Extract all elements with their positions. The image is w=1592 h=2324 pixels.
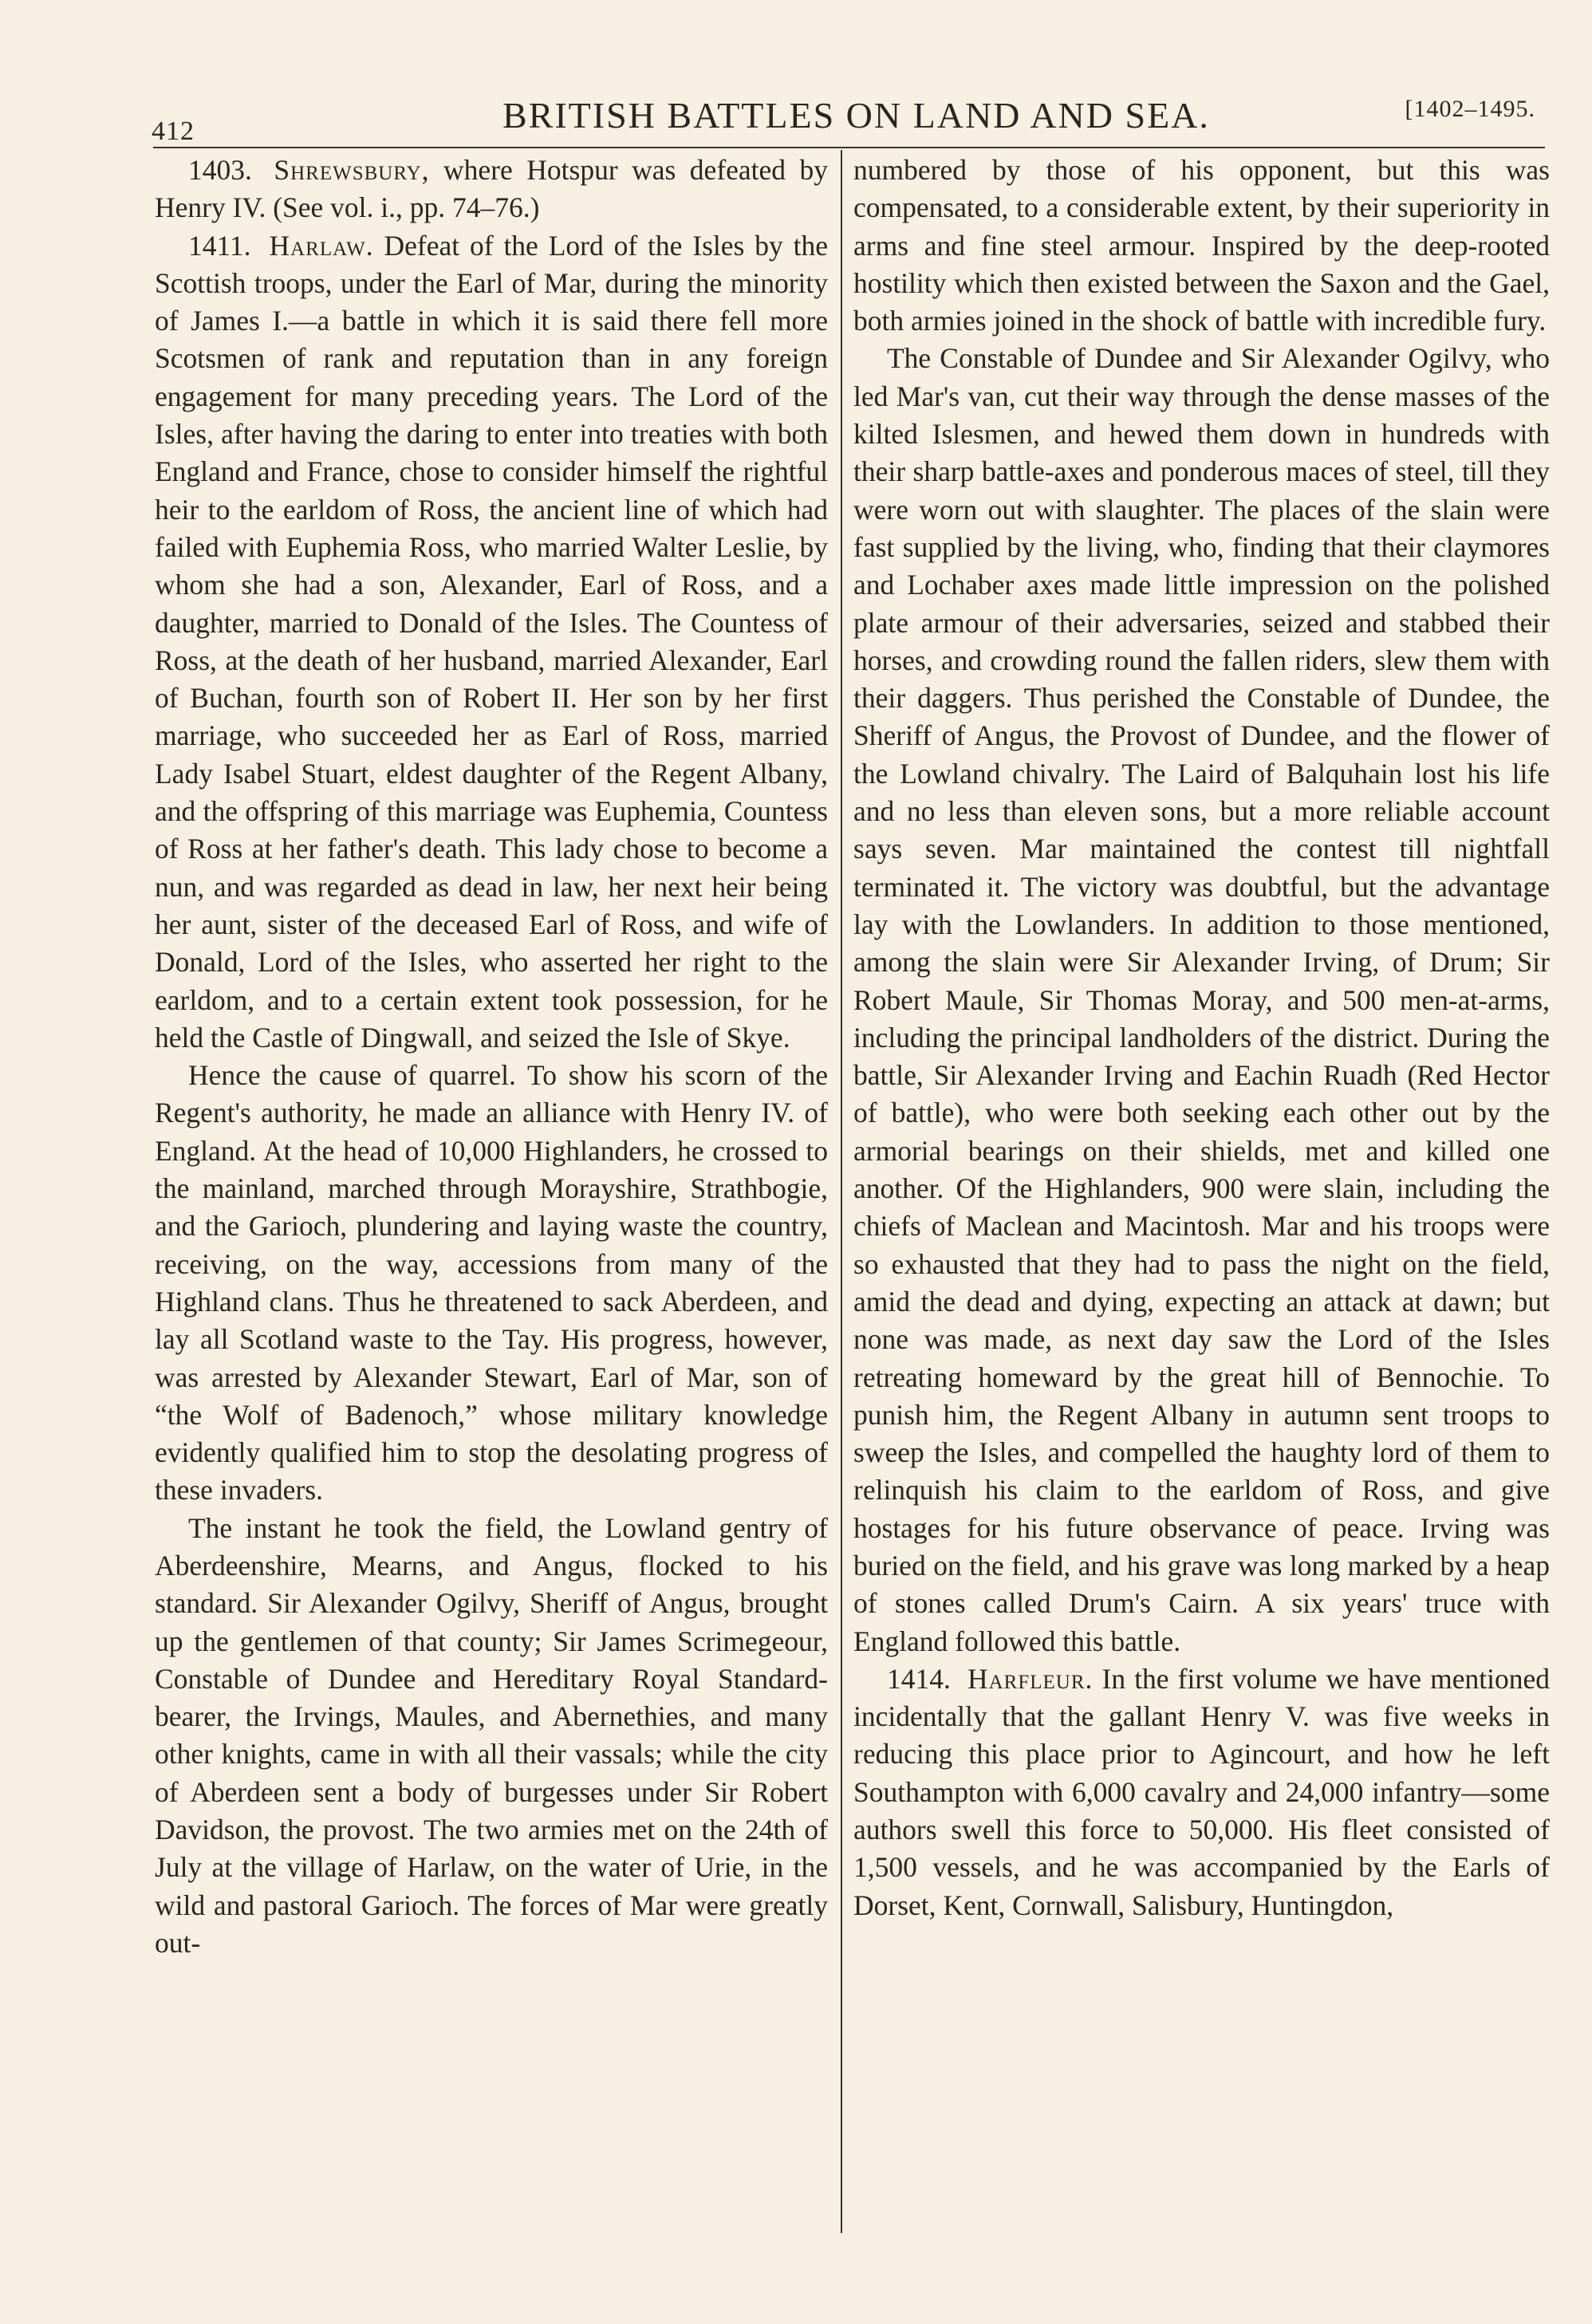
entry-harfleur [853, 1660, 1550, 1924]
left-column [155, 152, 828, 1962]
entry-year: 1414. [887, 1662, 951, 1695]
paragraph: The Constable of Dundee and Sir Alexander Ogilvy, who led Mar's van, cut their way through the dense masses of the kilted Islesmen, and hewed them down in hundreds with their sharp battle-axes and ponderous maces of steel, till they were worn out with slaughter. The places of the slain were fast supplied by the living, who, finding that their claymores and Lochaber axes made little impression on the polished plate armour of their adversaries, seized and stabbed their horses, and crowding round the fallen riders, slew them with their daggers. Thus perished the Constable of Dundee, the Sheriff of Angus, the Provost of Dundee, and the flower of the Lowland chivalry. The Laird of Balquhain lost his life and no less than eleven sons, but a more reliable account says seven. Mar maintained the contest till nightfall terminated it. The victory was doubtful, but the advantage lay with the Lowlanders. In addition to those mentioned, among the slain were Sir Alexander Irving, of Drum; Sir Robert Maule, Sir Thomas Moray, and 500 men-at-arms, including the principal landholders of the district. During the battle, Sir Alexander Irving and Eachin Ruadh (Red Hector of battle), who were both seeking each other out by the armorial bearings on their shields, met and killed one another. Of the Highlanders, 900 were slain, including the chiefs of Maclean and Macintosh. Mar and his troops were so exhausted that they had to pass the night on the field, amid the dead and dying, expecting an attack at dawn; but none was made, as next day saw the Lord of the Isles retreating homeward by the great hill of Bennochie. To punish him, the Regent Albany in autumn sent troops to sweep the Isles, and compelled the haughty lord of them to relinquish his claim to the earldom of Ross, and give hostages for his future observance of peace. Irving was buried on the field, and his grave was long marked by a heap of stones called Drum's Cairn. A six years' truce with England followed this battle. [853, 342, 1550, 1657]
page-number: 412 [152, 116, 195, 146]
entry-text: where Hotspur was defeated by Henry IV. (See vol. i., pp. 74–76.) [155, 154, 829, 224]
entry-place: Harfleur. [967, 1662, 1094, 1695]
date-range: [1402–1495. [1405, 96, 1535, 122]
entry-place: Shrewsbury, [274, 154, 430, 186]
paragraph-continued: numbered by those of his opponent, but this was compensated, to a considerable extent, by their superiority in arms and fine steel armour. Inspired by the deep-rooted hostility which then existed between the Saxon and the Gael, both armies joined in the shock of battle with incredible fury. [853, 154, 1550, 337]
paragraph: Hence the cause of quarrel. To show his scorn of the Regent's authority, he made an alliance with Henry IV. of England. At the head of 10,000 Highlanders, he crossed to the mainland, marched through Morayshire, Strathbogie, and the Garioch, plundering and laying waste the country, receiving, on the way, accessions from many of the Highland clans. Thus he threatened to sack Aberdeen, and lay all Scotland waste to the Tay. His progress, however, was arrested by Alexander Stewart, Earl of Mar, son of “the Wolf of Badenoch,” whose military knowledge evidently qualified him to stop the desolating progress of these invaders. [155, 1059, 828, 1507]
entry-text: In the first volume we have mentioned incidentally that the gallant Henry V. was five weeks in reducing this place prior to Agincourt, and how he left Southampton with 6,000 cavalry and 24,000 infantry—some authors swell this force to 50,000. His fleet consisted of 1,500 vessels, and he was accompanied by the Earls of Dorset, Kent, Cornwall, Salisbury, Huntingdon, [853, 1662, 1551, 1921]
running-header [152, 89, 1543, 146]
entry-shrewsbury [155, 152, 828, 227]
right-column [853, 152, 1550, 1924]
entry-place: Harlaw. [269, 229, 374, 262]
entry-harlaw [155, 227, 828, 1058]
running-title: BRITISH BATTLES ON LAND AND SEA. [502, 95, 1210, 136]
header-rule [153, 147, 1545, 148]
entry-year: 1403. [188, 154, 252, 186]
entry-text: Defeat of the Lord of the Isles by the Scottish troops, under the Earl of Mar, during the minority of James I.—a battle in which it is said there fell more Scotsmen of rank and reputation than in any foreign engagement for many preceding years. The Lord of the Isles, after having the daring to enter into treaties with both England and France, chose to consider himself the rightful heir to the earldom of Ross, the ancient line of which had failed with Euphemia Ross, who married Walter Leslie, by whom she had a son, Alexander, Earl of Ross, and a daughter, married to Donald of the Isles. The Countess of Ross, at the death of her husband, married Alexander, Earl of Buchan, fourth son of Robert II. Her son by her first marriage, who succeeded her as Earl of Ross, married Lady Isabel Stuart, eldest daughter of the Regent Albany, and the offspring of this marriage was Euphemia, Countess of Ross at her father's death. This lady chose to become a nun, and was regarded as dead in law, her next heir being her aunt, sister of the deceased Earl of Ross, and wife of Donald, Lord of the Isles, who asserted her right to the earldom, and to a certain extent took possession, for he held the Castle of Dingwall, and seized the Isle of Skye. [155, 229, 829, 1054]
entry-year: 1411. [188, 229, 251, 262]
column-divider [841, 150, 842, 2233]
paragraph: The instant he took the field, the Lowland gentry of Aberdeenshire, Mearns, and Angus, flocked to his standard. Sir Alexander Ogilvy, Sheriff of Angus, brought up the gentlemen of that county; Sir James Scrimegeour, Constable of Dundee and Hereditary Royal Standard-bearer, the Irvings, Maules, and Abernethies, and many other knights, came in with all their vassals; while the city of Aberdeen sent a body of burgesses under Sir Robert Davidson, the provost. The two armies met on the 24th of July at the village of Harlaw, on the water of Urie, in the wild and pastoral Garioch. The forces of Mar were greatly out- [155, 1511, 828, 1959]
